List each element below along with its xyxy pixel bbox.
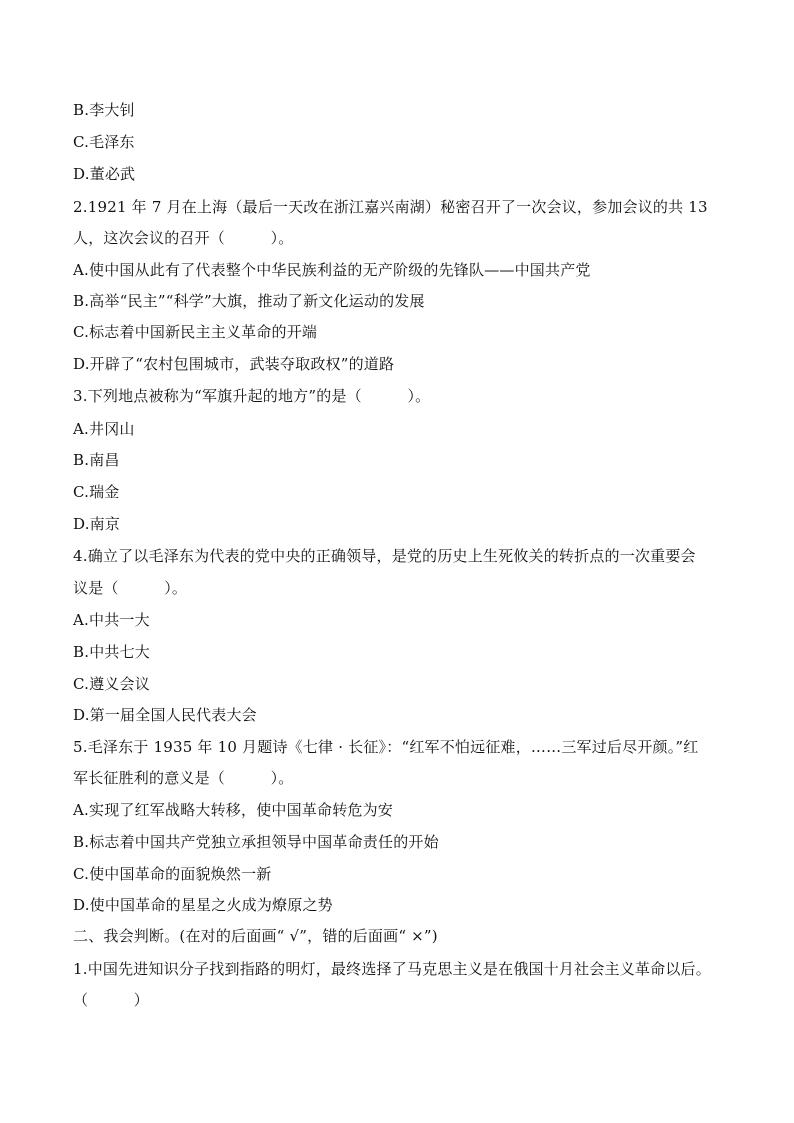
question-4-line-1: 4.确立了以毛泽东为代表的党中央的正确领导，是党的历史上生死攸关的转折点的一次重要会 <box>73 547 696 565</box>
option-c-question-1: C.毛泽东 <box>73 133 135 151</box>
judgment-1-answer-blank: （ ） <box>73 991 150 1009</box>
option-c-question-3: C.瑞金 <box>73 483 120 501</box>
option-a-question-5: A.实现了红军战略大转移，使中国革命转危为安 <box>73 801 394 819</box>
option-d-question-5: D.使中国革命的星星之火成为燎原之势 <box>73 896 333 914</box>
option-c-question-5: C.使中国革命的面貌焕然一新 <box>73 865 272 883</box>
option-c-question-2: C.标志着中国新民主主义革命的开端 <box>73 323 318 341</box>
option-c-question-4: C.遵义会议 <box>73 675 150 693</box>
section-2-heading: 二、我会判断。(在对的后面画“ √”，错的后面画“ ×”) <box>73 927 438 945</box>
option-b-question-3: B.南昌 <box>73 451 120 469</box>
question-5-line-1: 5.毛泽东于 1935 年 10 月题诗《七律 · 长征》：“红军不怕远征难，……三军过后尽开颜。”红 <box>73 738 699 756</box>
question-5-line-2: 军长征胜利的意义是（ ）。 <box>73 769 294 787</box>
question-3: 3.下列地点被称为“军旗升起的地方”的是（ ）。 <box>73 387 431 405</box>
option-b-question-4: B.中共七大 <box>73 643 150 661</box>
option-a-question-3: A.井冈山 <box>73 420 135 438</box>
question-2-line-2: 人，这次会议的召开（ ）。 <box>73 229 294 247</box>
question-2-line-1: 2.1921 年 7 月在上海（最后一天改在浙江嘉兴南湖）秘密召开了一次会议，参加会议的共 13 <box>73 198 708 216</box>
option-b-question-2: B.高举“民主”“科学”大旗，推动了新文化运动的发展 <box>73 292 425 310</box>
option-d-question-3: D.南京 <box>73 515 121 533</box>
option-a-question-2: A.使中国从此有了代表整个中华民族利益的无产阶级的先锋队——中国共产党 <box>73 261 591 279</box>
option-a-question-4: A.中共一大 <box>73 611 150 629</box>
judgment-1-statement: 1.中国先进知识分子找到指路的明灯，最终选择了马克思主义是在俄国十月社会主义革命以后。 <box>73 960 711 978</box>
option-b-question-1: B.李大钊 <box>73 101 135 119</box>
question-4-line-2: 议是（ ）。 <box>73 579 188 597</box>
option-d-question-1: D.董必武 <box>73 165 136 183</box>
option-d-question-2: D.开辟了“农村包围城市，武装夺取政权”的道路 <box>73 355 395 373</box>
option-d-question-4: D.第一届全国人民代表大会 <box>73 706 257 724</box>
option-b-question-5: B.标志着中国共产党独立承担领导中国革命责任的开始 <box>73 833 439 851</box>
